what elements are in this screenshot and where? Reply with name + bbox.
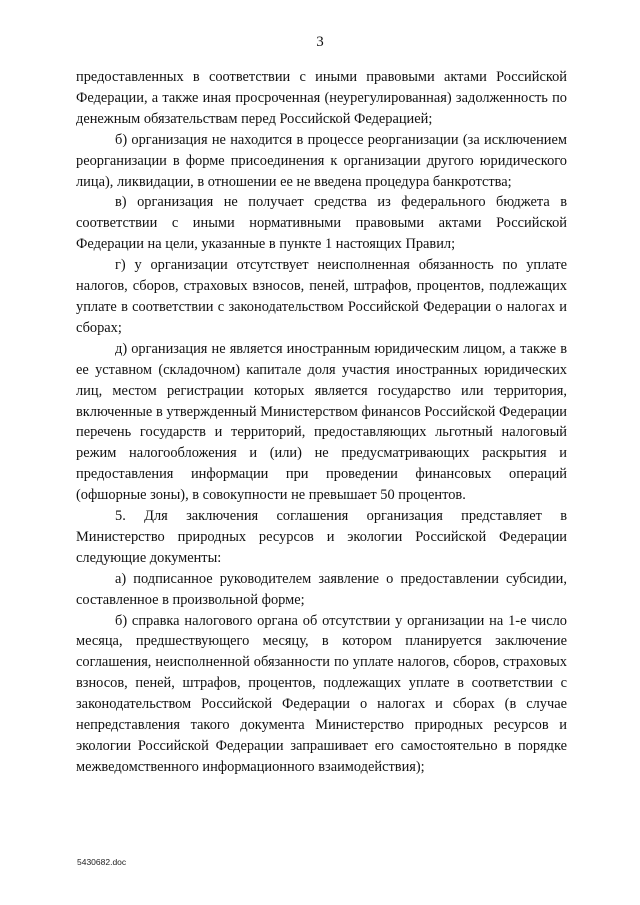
paragraph-item-g: г) у организации отсутствует неисполненная обязанность по уплате налогов, сборов, страховых взносов, пеней, штрафов, процентов, подлежащих уплате в соответствии с законодательством Российской Федерации о налогах и сборах; xyxy=(76,257,567,336)
paragraph-item-b: б) организация не находится в процессе реорганизации (за исключением реорганизации в форме присоединения к организации другого юридического лица), ликвидации, в отношении ее не введена процедура банкротства; xyxy=(76,131,567,190)
paragraph-continuation: предоставленных в соответствии с иными правовыми актами Российской Федерации, а также иная просроченная (неурегулированная) задолженность по денежным обязательствам перед Российской Федерацией; xyxy=(76,69,567,127)
footer-filename: 5430682.doc xyxy=(77,857,127,867)
paragraph-clause-5-item-b: б) справка налогового органа об отсутствии у организации на 1-е число месяца, предшествующего месяцу, в котором планируется заключение соглашения, неисполненной обязанности по уплате налогов, сборов, страховых взносов, пеней, штрафов, процентов, подлежащих уплате в соответствии с законодательством Российской Федерации о налогах и сборах (в случае непредставления такого документа Министерство природных ресурсов и экологии Российской Федерации запрашивает его самостоятельно в порядке межведомственного информационного взаимодействия); xyxy=(76,612,567,775)
paragraph-item-v: в) организация не получает средства из федерального бюджета в соответствии с иными нормативными правовыми актами Российской Федерации на цели, указанные в пункте 1 настоящих Правил; xyxy=(76,194,567,253)
paragraph-item-d: д) организация не является иностранным юридическим лицом, а также в ее уставном (складочном) капитале доля участия иностранных юридических лиц, местом регистрации которых является государство или территория, включенные в утвержденный Министерством финансов Российской Федерации перечень государств и территорий, предоставляющих льготный налоговый режим налогообложения и (или) не предусматривающих раскрытия и предоставления информации при проведении финансовых операций (офшорные зоны), в совокупности не превышает 50 процентов. xyxy=(76,340,567,504)
paragraph-clause-5-item-a: а) подписанное руководителем заявление о предоставлении субсидии, составленное в произвольной форме; xyxy=(76,570,567,608)
paragraph-clause-5: 5. Для заключения соглашения организация представляет в Министерство природных ресурсов и экологии Российской Федерации следующие документы: xyxy=(76,508,567,566)
document-body xyxy=(76,67,567,778)
page-number: 3 xyxy=(316,34,324,50)
